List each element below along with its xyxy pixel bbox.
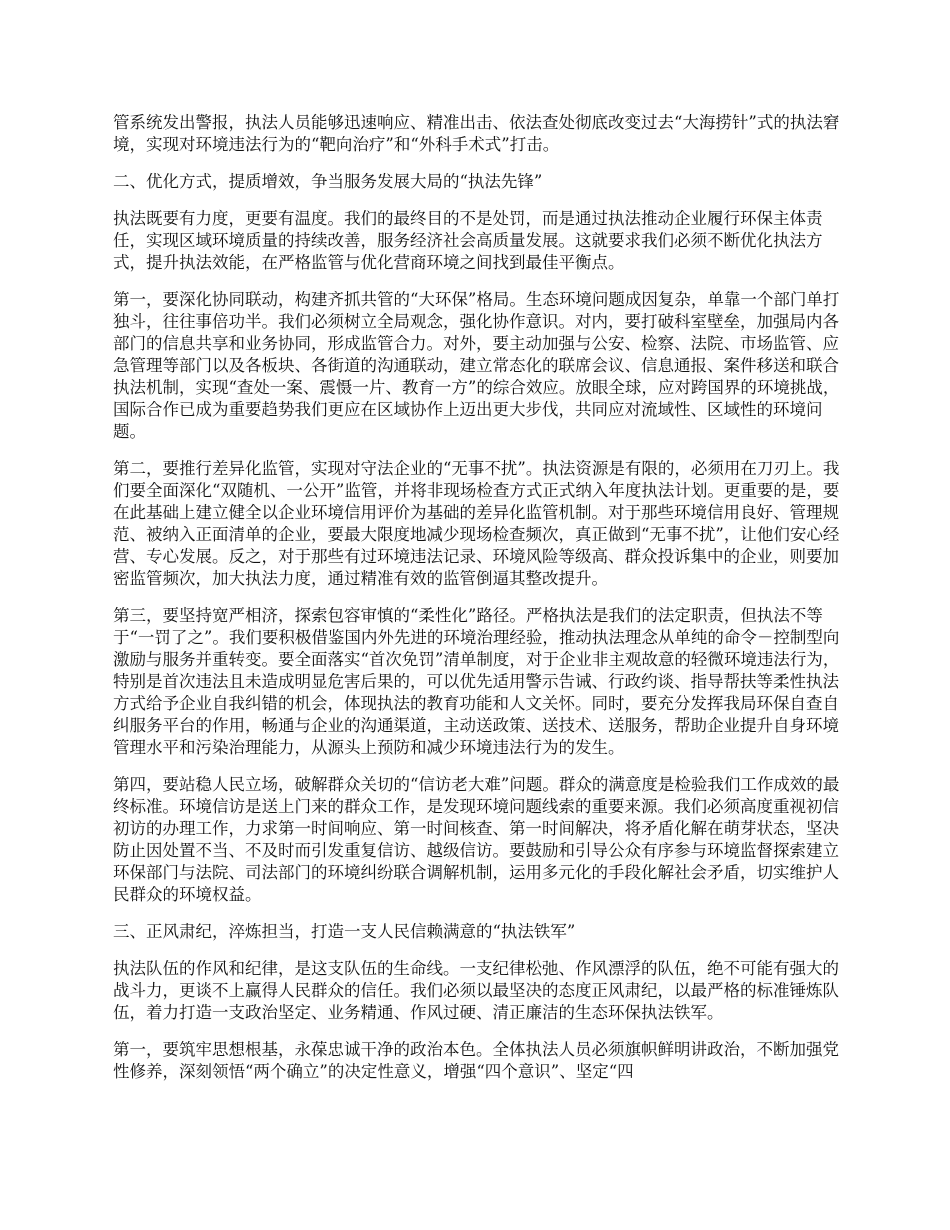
- section-heading-2: 二、优化方式，提质增效，争当服务发展大局的“执法先锋”: [113, 172, 543, 191]
- paragraph-point-2: 第二，要推行差异化监管，实现对守法企业的“无事不扰”。执法资源是有限的，必须用在刀刃上。我们要全面深化“双随机、一公开”监管，并将非现场检查方式正式纳入年度执法计划。更重要的是，要在此基础上建立健全以企业环境信用评价为基础的差异化监管机制。对于那些环境信用良好、管理规范、被纳入正面清单的企业，要最大限度地减少现场检查频次，真正做到“无事不扰”，让他们安心经营、专心发展。反之，对于那些有过环境违法记录、环境风险等级高、群众投诉集中的企业，则要加密监管频次，加大执法力度，通过精准有效的监管倒逼其整改提升。: [113, 459, 840, 588]
- document-page: [113, 112, 853, 1098]
- paragraph-intro-2: 执法既要有力度，更要有温度。我们的最终目的不是处罚，而是通过执法推动企业履行环保主体责任，实现区域环境质量的持续改善，服务经济社会高质量发展。这就要求我们必须不断优化执法方式，提升执法效能，在严格监管与优化营商环境之间找到最佳平衡点。: [113, 209, 823, 272]
- section-heading-3: 三、正风肃纪，淬炼担当，打造一支人民信赖满意的“执法铁军”: [113, 922, 576, 941]
- paragraph-point-1: 第一，要深化协同联动，构建齐抓共管的“大环保”格局。生态环境问题成因复杂，单靠一个部门单打独斗，往往事倍功半。我们必须树立全局观念，强化协作意识。对内，要打破科室壁垒，加强局内各部门的信息共享和业务协同，形成监管合力。对外，要主动加强与公安、检察、法院、市场监管、应急管理等部门以及各板块、各街道的沟通联动，建立常态化的联席会议、信息通报、案件移送和联合执法机制，实现“查处一案、震慑一片、教育一方”的综合效应。放眼全球，应对跨国界的环境挑战，国际合作已成为重要趋势我们更应在区域协作上迈出更大步伐，共同应对流域性、区域性的环境问题。: [113, 290, 840, 441]
- paragraph-point-3: 第三，要坚持宽严相济，探索包容审慎的“柔性化”路径。严格执法是我们的法定职责，但执法不等于“一罚了之”。我们要积极借鉴国内外先进的环境治理经验，推动执法理念从单纯的命令－控制型向激励与服务并重转变。要全面落实“首次免罚”清单制度，对于企业非主观故意的轻微环境违法行为，特别是首次违法且未造成明显危害后果的，可以优先适用警示告诫、行政约谈、指导帮扶等柔性执法方式给予企业自我纠错的机会，体现执法的教育功能和人文关怀。同时，要充分发挥我局环保自查自纠服务平台的作用，畅通与企业的沟通渠道，主动送政策、送技术、送服务，帮助企业提升自身环境管理水平和污染治理能力，从源头上预防和减少环境违法行为的发生。: [113, 606, 840, 757]
- paragraph-continuation: 管系统发出警报，执法人员能够迅速响应、精准出击、依法查处彻底改变过去“大海捞针”式的执法窘境，实现对环境违法行为的“靶向治疗”和“外科手术式”打击。: [113, 113, 840, 154]
- paragraph-point-1-section-3: 第一，要筑牢思想根基，永葆忠诚干净的政治本色。全体执法人员必须旗帜鲜明讲政治，不断加强党性修养，深刻领悟“两个确立”的决定性意义，增强“四个意识”、坚定“四: [113, 1040, 839, 1081]
- paragraph-point-4: 第四，要站稳人民立场，破解群众关切的“信访老大难”问题。群众的满意度是检验我们工作成效的最终标准。环境信访是送上门来的群众工作，是发现环境问题线索的重要来源。我们必须高度重视初信初访的办理工作，力求第一时间响应、第一时间核查、第一时间解决，将矛盾化解在萌芽状态，坚决防止因处置不当、不及时而引发重复信访、越级信访。要鼓励和引导公众有序参与环境监督探索建立环保部门与法院、司法部门的环境纠纷联合调解机制，运用多元化的手段化解社会矛盾，切实维护人民群众的环境权益。: [113, 775, 840, 904]
- paragraph-intro-3: 执法队伍的作风和纪律，是这支队伍的生命线。一支纪律松弛、作风漂浮的队伍，绝不可能有强大的战斗力，更谈不上赢得人民群众的信任。我们必须以最坚决的态度正风肃纪，以最严格的标准锤炼队伍，着力打造一支政治坚定、业务精通、作风过硬、清正廉洁的生态环保执法铁军。: [113, 959, 839, 1022]
